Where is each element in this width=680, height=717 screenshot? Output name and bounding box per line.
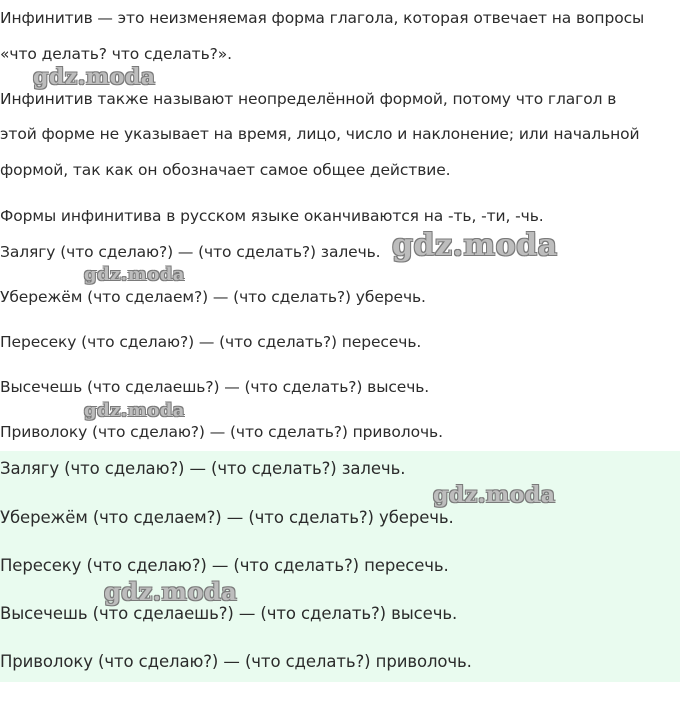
intro-line-6: Формы инфинитива в русском языке оканчиваются на -ть, -ти, -чь. <box>0 207 544 225</box>
intro-line-5: формой, так как он обозначает самое общее действие. <box>0 161 451 179</box>
example-line-4: Высечешь (что сделаешь?) — (что сделать?) высечь. <box>0 378 430 396</box>
answer-box <box>0 451 680 682</box>
answer-line-1: Залягу (что сделаю?) — (что сделать?) залечь. <box>0 459 406 478</box>
answer-line-5: Приволоку (что сделаю?) — (что сделать?) приволочь. <box>0 652 472 671</box>
example-line-3: Пересеку (что сделаю?) — (что сделать?) пересечь. <box>0 333 422 351</box>
intro-line-4: этой форме не указывает на время, лицо, число и наклонение; или начальной <box>0 125 640 143</box>
example-line-1: Залягу (что сделаю?) — (что сделать?) залечь. <box>0 243 381 261</box>
answer-line-2: Убережём (что сделаем?) — (что сделать?) уберечь. <box>0 508 454 527</box>
watermark-logo: gdz.moda <box>33 64 156 90</box>
answer-line-3: Пересеку (что сделаю?) — (что сделать?) пересечь. <box>0 556 449 575</box>
answer-line-4: Высечешь (что сделаешь?) — (что сделать?) высечь. <box>0 604 458 623</box>
watermark-logo: gdz.moda <box>433 482 556 508</box>
intro-line-2: «что делать? что сделать?». <box>0 45 232 63</box>
intro-line-1: Инфинитив — это неизменяемая форма глагола, которая отвечает на вопросы <box>0 9 645 27</box>
intro-line-3: Инфинитив также называют неопределённой формой, потому что глагол в <box>0 90 617 108</box>
example-line-5: Приволоку (что сделаю?) — (что сделать?) приволочь. <box>0 423 443 441</box>
example-line-2: Убережём (что сделаем?) — (что сделать?) уберечь. <box>0 288 426 306</box>
watermark-logo: gdz.moda <box>392 228 558 263</box>
watermark-logo: gdz.moda <box>104 577 238 606</box>
watermark-logo: gdz.moda <box>84 400 185 421</box>
watermark-logo: gdz.moda <box>84 264 185 285</box>
